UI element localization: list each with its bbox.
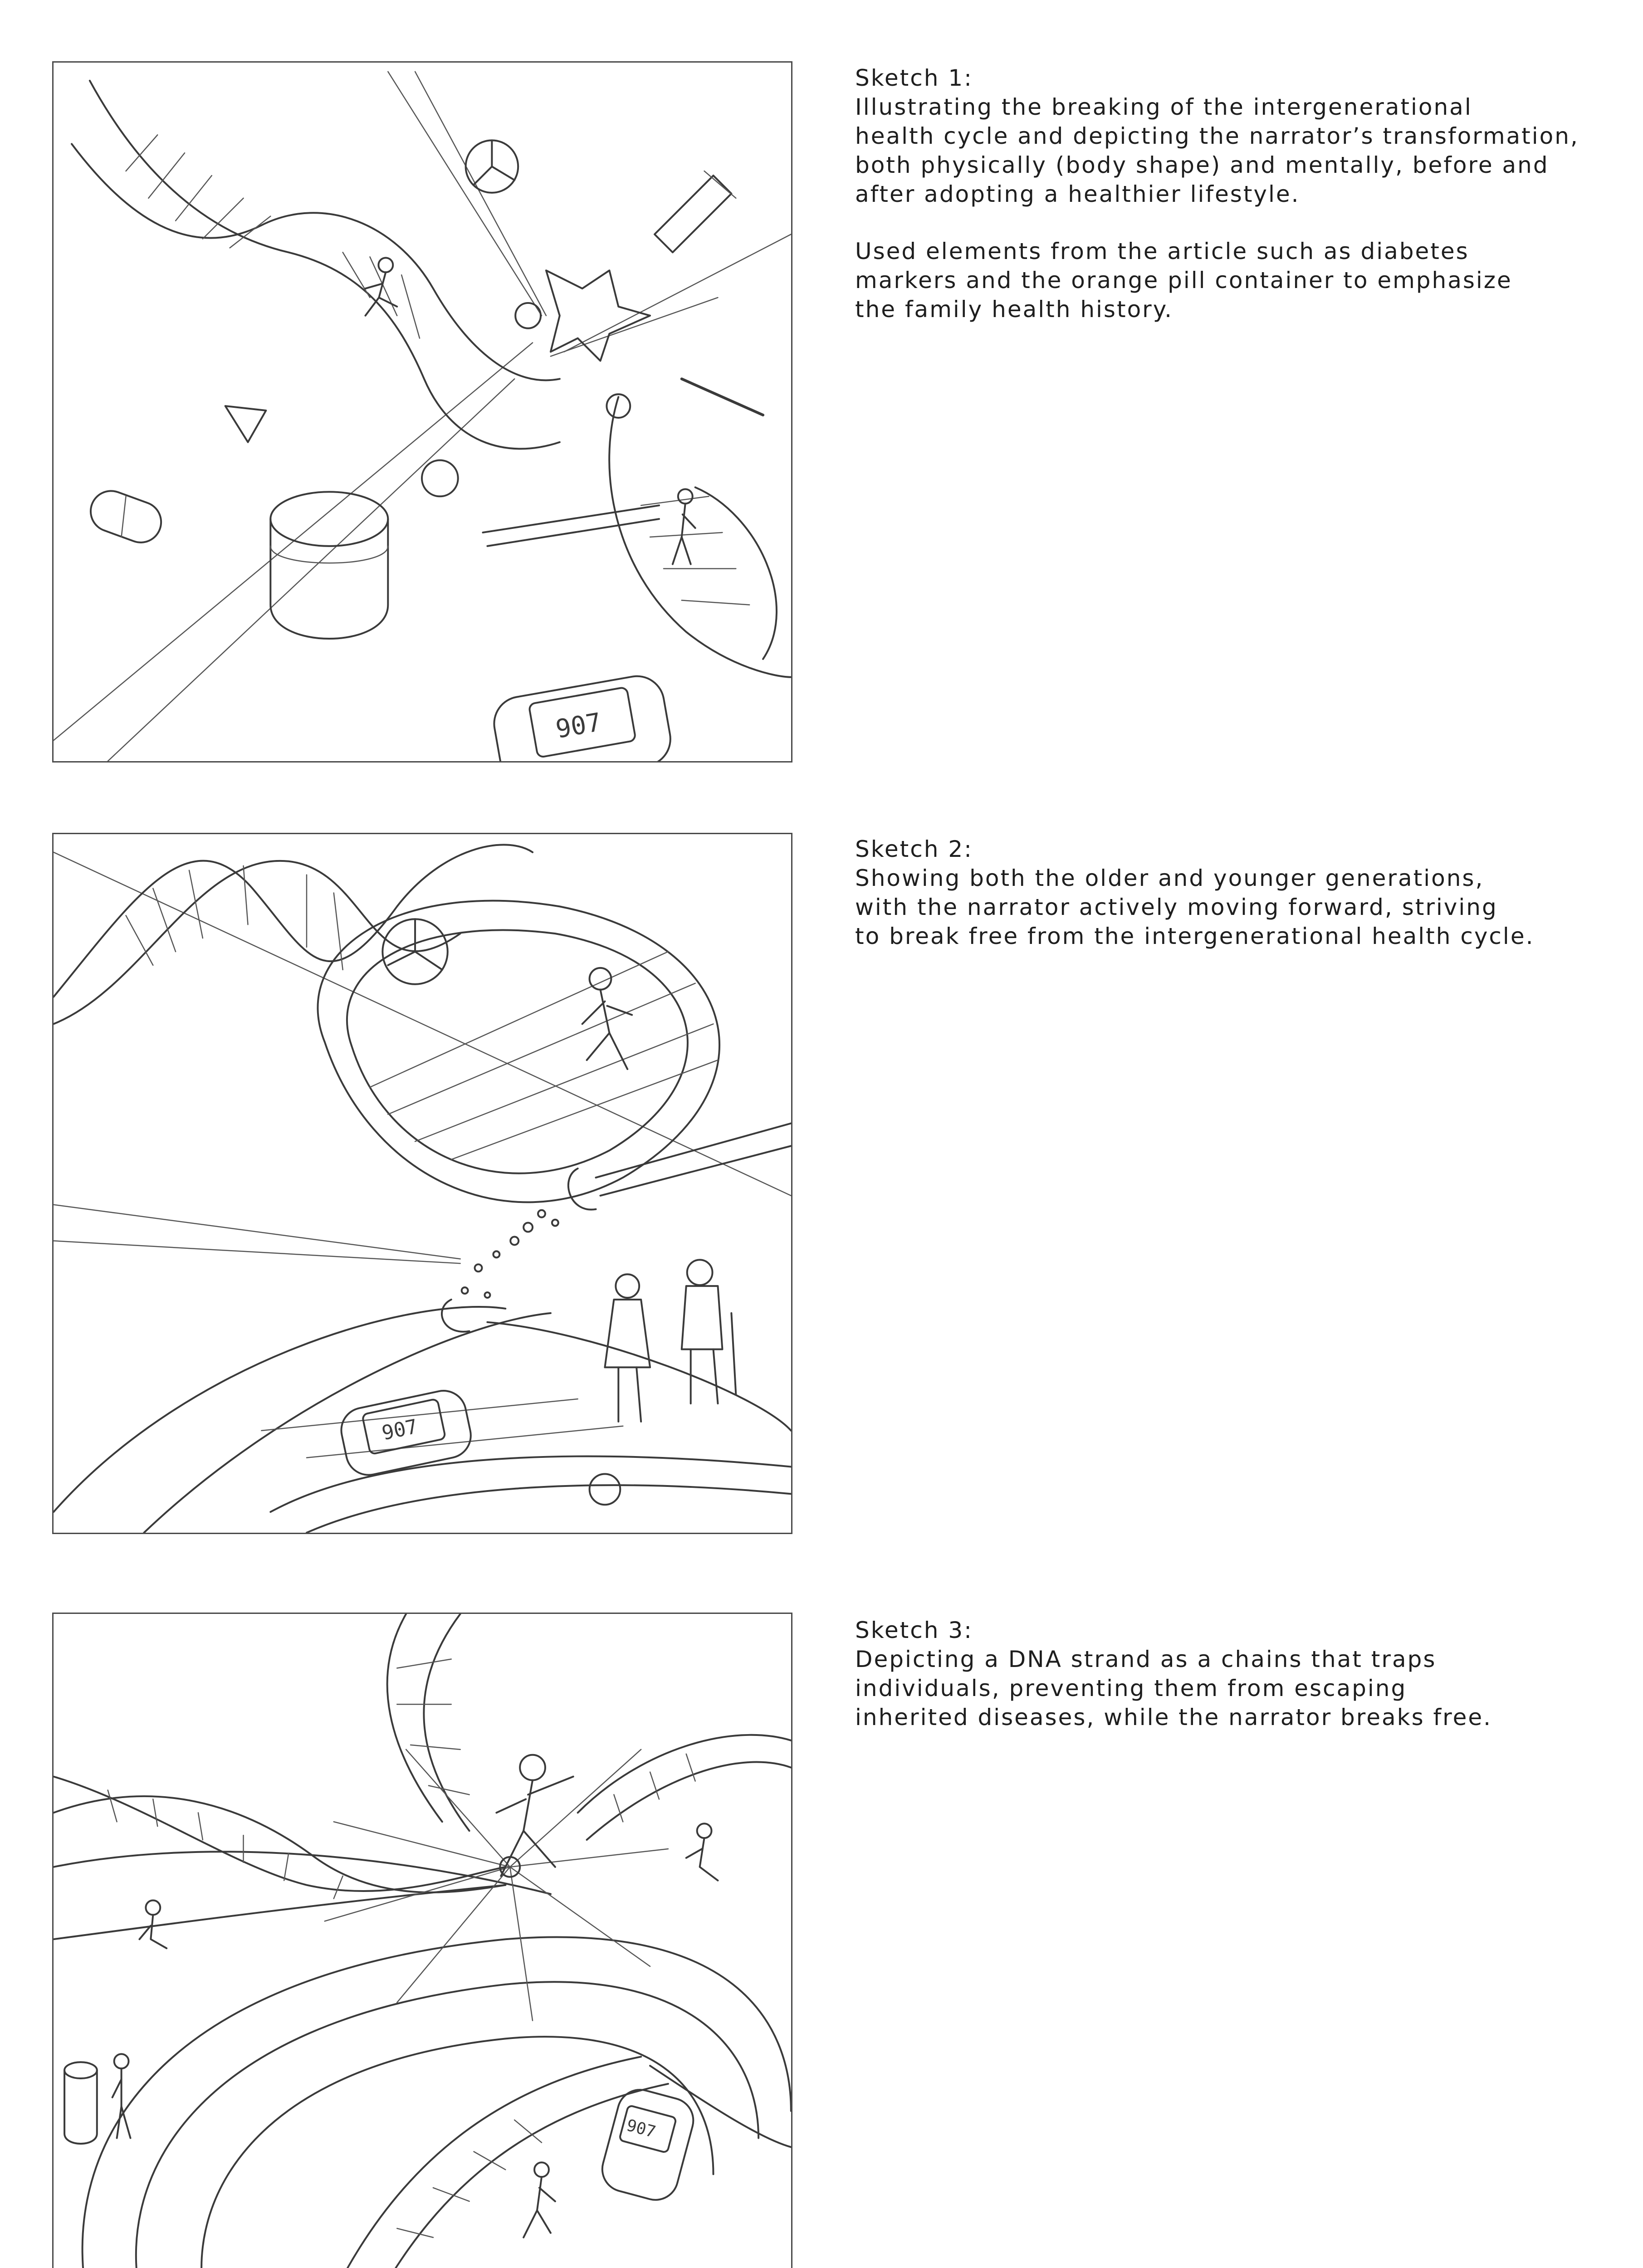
- sketch-3-illustration: [52, 1613, 792, 2268]
- dna-strands-lower: [54, 1300, 791, 1533]
- sketch-1-heading: Sketch 1:: [855, 65, 973, 91]
- dna-helix-top: [387, 1614, 469, 1831]
- dna-helix-lower: [483, 394, 791, 677]
- sketch-1-drawing: [54, 63, 791, 761]
- sketch-3-drawing: [54, 1614, 791, 2268]
- dna-helix-left: [54, 1777, 505, 1899]
- dna-helix-lower: [325, 2057, 791, 2268]
- pie-chart-icon: [382, 919, 447, 984]
- dna-loop: [318, 901, 791, 1210]
- nucleotide-ball: [515, 303, 541, 328]
- dna-loops: [54, 1852, 791, 2268]
- sketch-2-caption: [855, 835, 1617, 951]
- dna-helix-right: [578, 1735, 791, 1840]
- svg-text:907: 907: [553, 707, 604, 745]
- glucose-meter-icon: [337, 1387, 475, 1479]
- sketch-3-caption: [855, 1616, 1617, 1732]
- sketch-1-paragraph-1: Illustrating the breaking of the intergenerational health cycle and depicting the narrator’s transformation, both physically (body shape) and mentally, before and after adopting a healthier lifestyle.: [855, 94, 1579, 207]
- sketch-2-illustration: [52, 833, 792, 1534]
- trapped-figure-bottom: [523, 2162, 555, 2237]
- svg-text:907: 907: [380, 1415, 420, 1445]
- trapped-figure-right: [686, 1823, 718, 1881]
- glucose-meter-icon: [597, 2085, 699, 2205]
- sketch-2-drawing: [54, 834, 791, 1533]
- sketch-2-paragraph-1: Showing both the older and younger generations, with the narrator actively moving forward, striving to break free from the intergenerational health cycle.: [855, 865, 1535, 949]
- capsule-pill-icon: [85, 485, 166, 548]
- nucleotide-ball: [422, 460, 458, 497]
- sketch-2-heading: Sketch 2:: [855, 836, 973, 862]
- lancet-pen-icon: [682, 379, 763, 415]
- test-tube-icon: [655, 171, 736, 252]
- perspective-lines: [54, 72, 791, 761]
- perspective-lines: [54, 852, 791, 1263]
- svg-text:907: 907: [624, 2116, 658, 2142]
- sketch-1-illustration: [52, 61, 792, 763]
- dna-helix-upper: [72, 81, 560, 449]
- narrator-running-figure: [582, 968, 632, 1069]
- pie-chart-icon: [466, 140, 518, 193]
- dna-helix-top: [54, 845, 533, 1024]
- pill-container-icon: [64, 2062, 97, 2144]
- sketch-3-paragraph-1: Depicting a DNA strand as a chains that traps individuals, preventing them from escaping inherited diseases, while the narrator breaks free.: [855, 1646, 1492, 1730]
- sketch-1-caption: [855, 64, 1617, 324]
- sketch-3-heading: Sketch 3:: [855, 1617, 973, 1643]
- breath-bubbles: [462, 1210, 558, 1298]
- triangle-pill-icon: [225, 406, 266, 442]
- sketch-1-paragraph-2: Used elements from the article such as diabetes markers and the orange pill container to emphasize the family health history.: [855, 238, 1512, 323]
- glucose-meter-icon: [490, 672, 675, 761]
